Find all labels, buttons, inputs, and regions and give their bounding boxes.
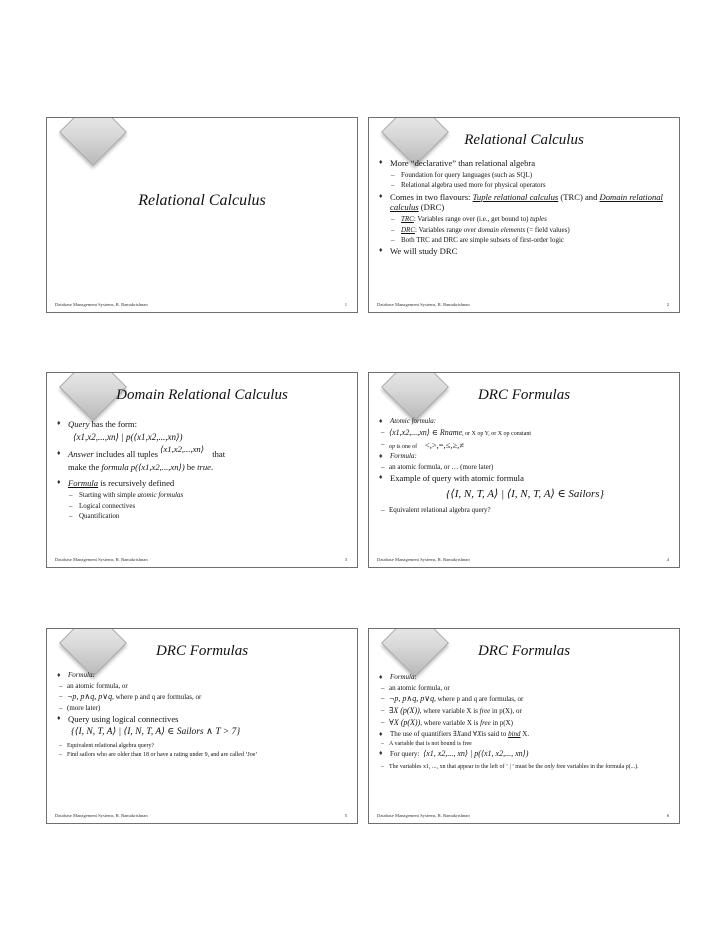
diamond-decoration xyxy=(59,117,127,166)
slide-body xyxy=(379,158,671,259)
slide-body xyxy=(379,673,671,773)
sub-bullet: – Equivalent relational algebra query? xyxy=(57,742,349,750)
slide-2 xyxy=(368,117,680,313)
sub-bullet: – Equivalent relational algebra query? xyxy=(379,506,671,515)
sub-bullet: – TRC: Variables range over (i.e., get bound to) tuples xyxy=(379,215,671,224)
bullet: ♦ Formula: xyxy=(379,673,671,682)
slide-number: 3 xyxy=(344,557,347,562)
bullet: ♦ We will study DRC xyxy=(379,246,671,257)
bullet-continuation: make the formula p(⟨x1,x2,...,xn⟩) be true. xyxy=(68,461,214,472)
slide-title: DRC Formulas xyxy=(477,643,571,659)
sub-bullet: – The variables x1, ..., xn that appear to the left of ‘ | ’ must be the only free variables in the formula p(...). xyxy=(379,763,671,771)
sub-bullet: – ¬p, p∧q, p∨q, where p and q are formulas, or xyxy=(379,694,671,705)
sub-bullet: – Both TRC and DRC are simple subsets of first-order logic xyxy=(379,236,671,245)
slide-footer: Database Management Systems, R. Ramakrishnan xyxy=(55,813,148,818)
bullet: ♦ For query: ⟨x1, x2,..., xn⟩ | p(⟨x1, x2,..., xn⟩) xyxy=(379,749,671,759)
sub-bullet: – ⟨x1,x2,...,xn⟩ ∈ Rname, or X op Y, or X op constant xyxy=(379,428,671,439)
slide-number: 1 xyxy=(344,302,347,307)
bullet: ♦ Comes in two flavours: Tuple relational calculus (TRC) and Domain relational calculus (DRC) xyxy=(379,192,671,213)
sub-bullet: – ∀X (p(X)), where variable X is free in p(X) xyxy=(379,718,671,729)
query-formula: ⟨x1,x2,...,xn⟩ | p(⟨x1,x2,...,xn⟩) xyxy=(73,431,183,442)
slide-title: DRC Formulas xyxy=(477,387,571,403)
sub-bullet: – Quantification xyxy=(57,512,349,521)
slide-number: 6 xyxy=(666,813,669,818)
slide-1 xyxy=(46,117,358,313)
sub-bullet: – ¬p, p∧q, p∨q, where p and q are formulas, or xyxy=(57,692,349,703)
sub-bullet: – Find sailors who are older than 18 or have a rating under 9, and are called ‘Joe’ xyxy=(57,751,349,759)
example-query: {⟨I, N, T, A⟩ | ⟨I, N, T, A⟩ ∈ Sailors} xyxy=(446,487,604,500)
slide-number: 4 xyxy=(666,557,669,562)
slide-number: 5 xyxy=(344,813,347,818)
sub-bullet: – op is one of <,>,=,≤,≥,≠ xyxy=(379,440,671,451)
slide-body xyxy=(379,417,671,516)
slide-number: 2 xyxy=(666,302,669,307)
sub-bullet: – an atomic formula, or xyxy=(57,682,349,691)
sub-bullet: – Relational algebra used more for physical operators xyxy=(379,181,671,190)
sub-bullet: – Foundation for query languages (such as SQL) xyxy=(379,171,671,180)
sub-bullet: – an atomic formula, or … (more later) xyxy=(379,463,671,472)
slide-3 xyxy=(46,372,358,568)
sub-bullet: – Starting with simple atomic formulas xyxy=(57,491,349,500)
slide-title: Relational Calculus xyxy=(138,192,266,209)
bullet: ♦ Query using logical connectives xyxy=(57,714,349,725)
bullet: ♦ Formula: xyxy=(57,671,349,680)
bullet: ♦ Answer includes all tuples ⟨x1,x2,...,xn⟩ that xyxy=(57,449,349,460)
slide-footer: Database Management Systems, R. Ramakrishnan xyxy=(377,302,470,307)
slide-footer: Database Management Systems, R. Ramakrishnan xyxy=(377,813,470,818)
slide-body xyxy=(57,419,349,523)
slide-footer: Database Management Systems, R. Ramakrishnan xyxy=(55,557,148,562)
sub-bullet: – A variable that is not bound is free xyxy=(379,740,671,748)
sub-bullet: – Logical connectives xyxy=(57,502,349,511)
bullet: ♦ The use of quantifiers ∃Xand ∀Xis said to bind X. xyxy=(379,730,671,739)
bullet: ♦ Example of query with atomic formula xyxy=(379,473,671,484)
bullet: ♦ Query has the form: xyxy=(57,419,349,430)
sub-bullet: – (more later) xyxy=(57,704,349,713)
slide-body xyxy=(57,671,349,760)
slide-footer: Database Management Systems, R. Ramakrishnan xyxy=(55,302,148,307)
bullet: ♦ More “declarative” than relational algebra xyxy=(379,158,671,169)
sub-bullet: – ∃X (p(X)), where variable X is free in p(X), or xyxy=(379,706,671,717)
slide-5 xyxy=(46,628,358,824)
slide-4 xyxy=(368,372,680,568)
example-query: {⟨I, N, T, A⟩ | ⟨I, N, T, A⟩ ∈ Sailors ∧ T > 7} xyxy=(71,727,241,738)
slide-title: DRC Formulas xyxy=(155,643,249,659)
slide-title: Domain Relational Calculus xyxy=(116,387,288,403)
sub-bullet: – an atomic formula, or xyxy=(379,684,671,693)
sub-bullet: – DRC: Variables range over domain elements (= field values) xyxy=(379,226,671,235)
bullet: ♦ Formula: xyxy=(379,452,671,461)
slide-footer: Database Management Systems, R. Ramakrishnan xyxy=(377,557,470,562)
slide-title: Relational Calculus xyxy=(464,132,584,148)
bullet: ♦ Formula is recursively defined xyxy=(57,478,349,489)
slide-6 xyxy=(368,628,680,824)
bullet: ♦ Atomic formula: xyxy=(379,417,671,426)
